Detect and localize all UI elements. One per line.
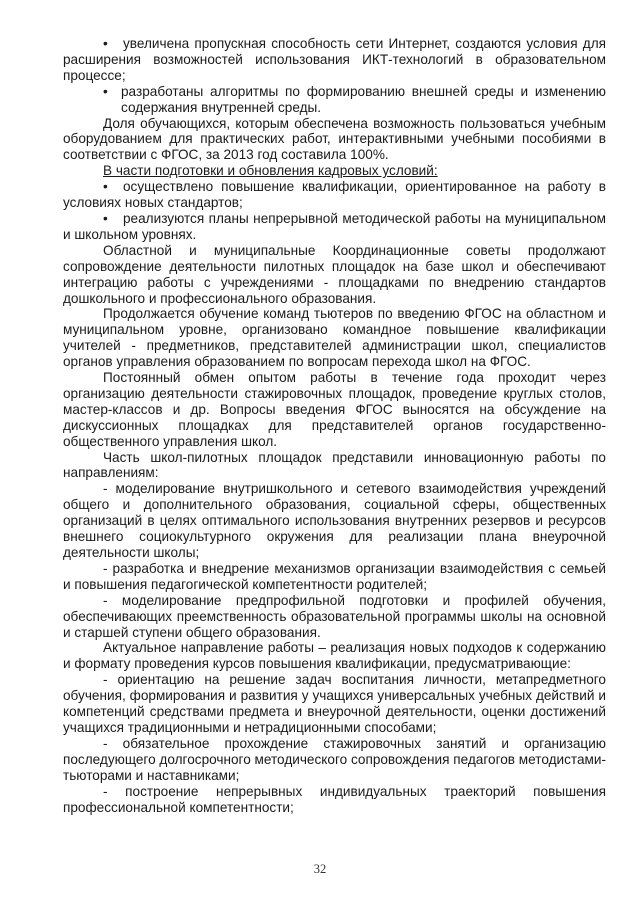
paragraph-text: - моделирование внутришкольного и сетевого взаимодействия учреждений общего и дополнительного образования, социальной сферы, общественных организаций в целях оптимального использования внутренних резервов и ресурсов внешнего социокультурного окружения для реализации плана внеурочной деятельности школы; bbox=[63, 481, 606, 560]
bullet-marker: • bbox=[103, 36, 108, 51]
bullet-marker: • bbox=[103, 210, 108, 226]
paragraph-text: Часть школ-пилотных площадок представили инновационную работы по направлениям: bbox=[63, 449, 606, 481]
paragraph-text: реализуются планы непрерывной методической работы на муниципальном и школьном уровнях. bbox=[63, 210, 606, 242]
paragraph-text: Областной и муниципальные Координационные советы продолжают сопровождение деятельности пилотных площадок на базе школ и обеспечивают интеграцию работы с учреждениями - площадками по внедрению стандартов дошкольного и профессионального образования. bbox=[63, 242, 606, 306]
paragraph-text: - разработка и внедрение механизмов организации взаимодействия с семьей и повышения педагогической компетентности родителей; bbox=[63, 560, 606, 592]
list-item-preprofile bbox=[63, 593, 606, 641]
paragraph-text: увеличена пропускная способность сети Интернет, создаются условия для расширения возможностей использования ИКТ-технологий в образовательном процессе; bbox=[63, 36, 606, 83]
paragraph-text: Доля обучающихся, которым обеспечена возможность пользоваться учебным оборудованием для практических работ, интерактивными учебными пособиями в соответствии с ФГОС, за 2013 год составила 100%. bbox=[63, 115, 606, 163]
bullet-algorithms bbox=[63, 84, 606, 116]
bullet-marker: • bbox=[103, 179, 108, 195]
paragraph-text: - обязательное прохождение стажировочных занятий и организацию последующего долгосрочного методического сопровождения педагогов методистами-тьюторами и наставниками; bbox=[63, 735, 606, 783]
list-item-internship bbox=[63, 736, 606, 784]
paragraph-actual-direction bbox=[63, 640, 606, 672]
section-heading-staff bbox=[63, 163, 606, 179]
page-number: 32 bbox=[313, 862, 327, 876]
bullet-marker: • bbox=[103, 83, 108, 99]
bullet-plans bbox=[63, 211, 606, 243]
list-item-modeling bbox=[63, 481, 606, 561]
list-item-orientation bbox=[63, 672, 606, 736]
paragraph-text: - моделирование предпрофильной подготовки и профилей обучения, обеспечивающих преемственность образовательной программы школы на основной и старшей ступени общего образования. bbox=[63, 592, 606, 640]
paragraph-text: осуществлено повышение квалификации, ориентированное на работу в условиях новых стандартов; bbox=[63, 179, 606, 211]
paragraph-tutors bbox=[63, 306, 606, 370]
list-item-family bbox=[63, 561, 606, 593]
document-body bbox=[63, 36, 606, 815]
bullet-qualification bbox=[63, 179, 606, 211]
paragraph-text: Продолжается обучение команд тьютеров по введению ФГОС на областном и муниципальном уровне, организовано командное повышение квалификации учителей - предметников, представителей администрации школ, специалистов органов управления образованием по вопросам перехода школ на ФГОС. bbox=[63, 306, 606, 370]
paragraph-text: - ориентацию на решение задач воспитания личности, метапредметного обучения, формирования и развития у учащихся универсальных учебных действий и компетенций средствами предмета и внеурочной деятельности, оценки достижений учащихся традиционными и нетрадиционными способами; bbox=[63, 672, 606, 735]
section-heading-text: В части подготовки и обновления кадровых условий: bbox=[103, 163, 438, 179]
list-item-trajectories bbox=[63, 784, 606, 816]
bullet-internet bbox=[63, 36, 606, 84]
paragraph-share bbox=[63, 116, 606, 164]
paragraph-councils bbox=[63, 243, 606, 307]
paragraph-exchange bbox=[63, 370, 606, 450]
paragraph-text: - построение непрерывных индивидуальных траекторий повышения профессиональной компетентности; bbox=[63, 783, 606, 815]
paragraph-text: Постоянный обмен опытом работы в течение года проходит через организацию деятельности стажировочных площадок, проведение круглых столов, мастер-классов и др. Вопросы введения ФГОС выносятся на обсуждение на дискуссионных площадках для представителей органов государственно-общественного управления школ. bbox=[63, 370, 606, 449]
paragraph-pilot-schools bbox=[63, 450, 606, 482]
paragraph-text: Актуальное направление работы – реализация новых подходов к содержанию и формату проведения курсов повышения квалификации, предусматривающие: bbox=[63, 640, 606, 672]
paragraph-text: разработаны алгоритмы по формированию внешней среды и изменению содержания внутренней среды. bbox=[121, 83, 606, 115]
